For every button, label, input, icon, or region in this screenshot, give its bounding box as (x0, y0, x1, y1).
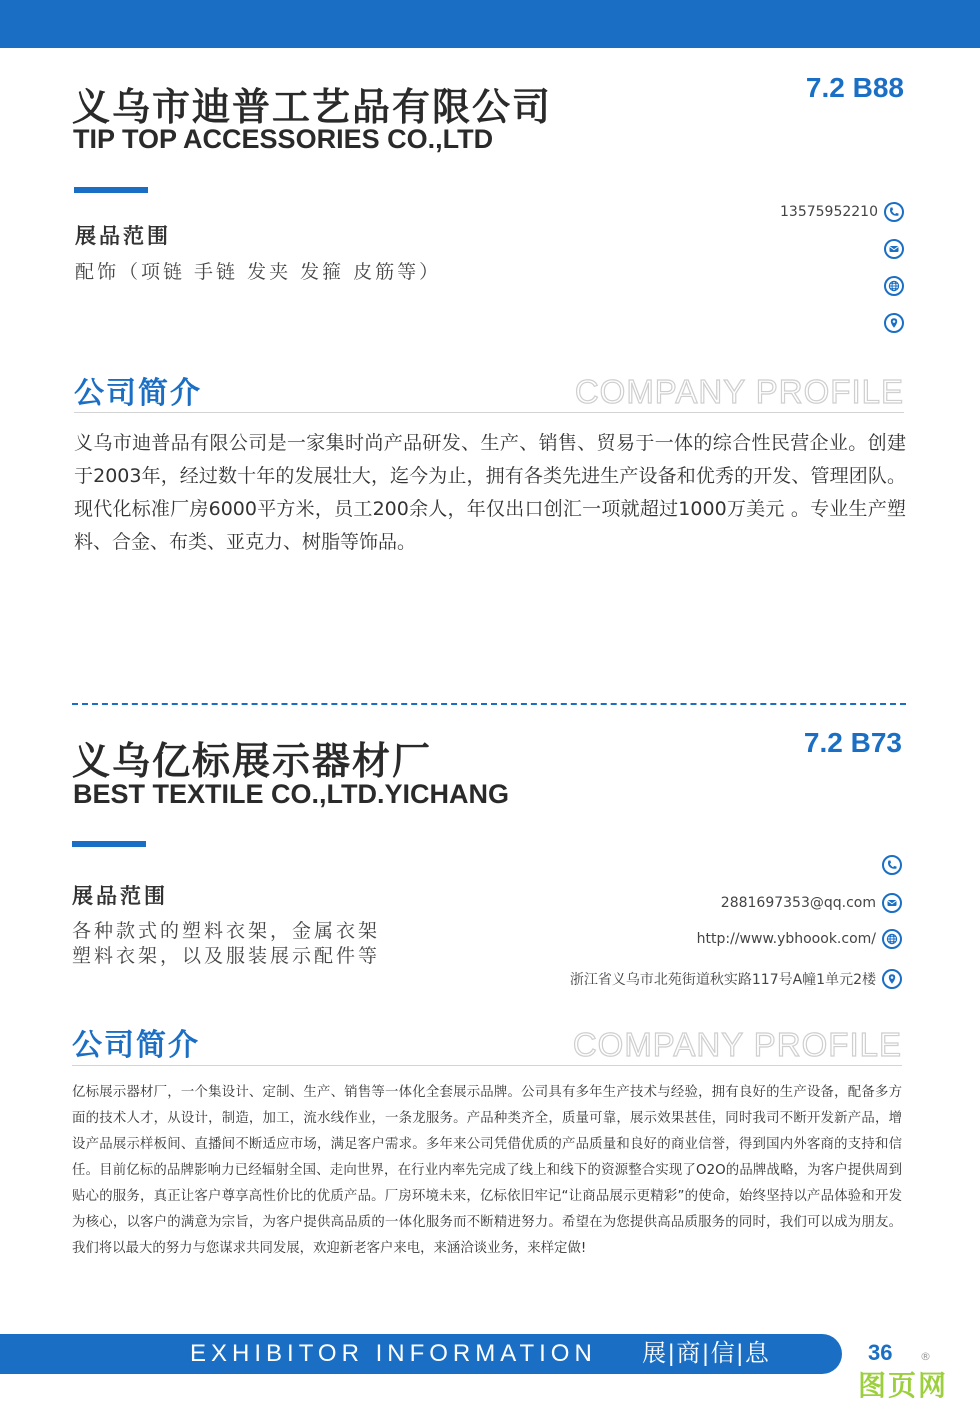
contact-email[interactable] (452, 891, 902, 915)
scope-text: 配饰（项链 手链 发夹 发箍 皮筋等） (75, 261, 442, 283)
contact-address[interactable] (452, 967, 902, 991)
top-banner (0, 0, 980, 48)
watermark-logo: 图页网 (858, 1369, 949, 1402)
contact-address[interactable] (504, 311, 904, 335)
company-name-cn: 义乌亿标展示器材厂 (72, 739, 433, 783)
company-name-en: TIP TOP ACCESSORIES CO.,LTD (73, 124, 494, 154)
section-divider (72, 1065, 902, 1066)
booth-number: 7.2 B88 (805, 72, 904, 103)
contact-website[interactable] (452, 927, 902, 951)
accent-bar (74, 187, 148, 193)
email-icon (882, 893, 902, 913)
accent-bar (72, 841, 146, 847)
footer-label-en: EXHIBITOR INFORMATION (190, 1340, 597, 1367)
website-text: http://www.ybhoook.com/ (696, 931, 876, 947)
footer-label-cn: 展|商|信|息 (642, 1340, 771, 1367)
page-number: 36 (868, 1340, 893, 1365)
phone-icon (882, 855, 902, 875)
scope-line-2: 塑料衣架，以及服装展示配件等 (72, 945, 381, 967)
location-icon (884, 313, 904, 333)
contact-phone[interactable] (504, 200, 904, 224)
dashed-separator (72, 703, 906, 705)
contact-list (452, 853, 902, 991)
contact-email[interactable] (504, 237, 904, 261)
registered-mark: ® (920, 1350, 931, 1363)
profile-heading: 公司简介 (74, 376, 202, 411)
email-text: 2881697353@qq.com (720, 895, 876, 911)
profile-text: 义乌市迪普品有限公司是一家集时尚产品研发、生产、销售、贸易于一体的综合性民营企业。创建于2003年，经过数十年的发展壮大，迄今为止，拥有各类先进生产设备和优秀的开发、管理团队。现代化标准厂房6000平方米，员工200余人，年仅出口创汇一项就超过1000万美元 。专业生产塑料、合金、布类、亚克力、树脂等饰品。 (74, 432, 906, 553)
location-icon (882, 969, 902, 989)
email-icon (884, 239, 904, 259)
scope-heading: 展品范围 (75, 224, 171, 248)
scope-line-1: 各种款式的塑料衣架，金属衣架 (72, 920, 381, 942)
phone-text: 13575952210 (780, 204, 878, 220)
globe-icon (884, 276, 904, 296)
profile-text: 亿标展示器材厂，一个集设计、定制、生产、销售等一体化全套展示品牌。公司具有多年生产技术与经验，拥有良好的生产设备，配备多方面的技术人才，从设计，制造，加工，流水线作业，一条龙服务。产品种类齐全，质量可靠，展示效果甚佳，同时我司不断开发新产品，增设产品展示样板间、直播间不断适应市场，满足客户需求。多年来公司凭借优质的产品质量和良好的商业信誉，得到国内外客商的支持和信任。目前亿标的品牌影响力已经辐射全国、走向世界，在行业内率先完成了线上和线下的资源整合实现了O2O的品牌战略，为客户提供周到贴心的服务，真正让客户尊享高性价比的优质产品。厂房环境未来，亿标依旧牢记“让商品展示更精彩”的使命，始终坚持以产品体验和开发为核心，以客户的满意为宗旨，为客户提供高品质的一体化服务而不断精进努力。希望在为您提供高品质服务的同时，我们可以成为朋友。我们将以最大的努力与您谋求共同发展，欢迎新老客户来电，来涵洽谈业务，来样定做! (72, 1085, 902, 1256)
profile-heading-en: COMPANY PROFILE (574, 373, 904, 410)
address-text: 浙江省义乌市北苑街道秋实路117号A幢1单元2楼 (569, 972, 876, 988)
contact-website[interactable] (504, 274, 904, 298)
booth-number: 7.2 B73 (803, 727, 902, 758)
company-name-en: BEST TEXTILE CO.,LTD.YICHANG (73, 779, 510, 809)
footer-label (190, 1334, 771, 1374)
profile-heading: 公司简介 (72, 1028, 200, 1063)
phone-icon (884, 202, 904, 222)
globe-icon (882, 929, 902, 949)
profile-heading-en: COMPANY PROFILE (572, 1026, 902, 1063)
contact-list (504, 200, 904, 335)
company-name-cn: 义乌市迪普工艺品有限公司 (72, 85, 553, 129)
scope-heading: 展品范围 (72, 884, 168, 908)
section-divider (74, 412, 904, 413)
contact-phone[interactable] (452, 853, 902, 877)
